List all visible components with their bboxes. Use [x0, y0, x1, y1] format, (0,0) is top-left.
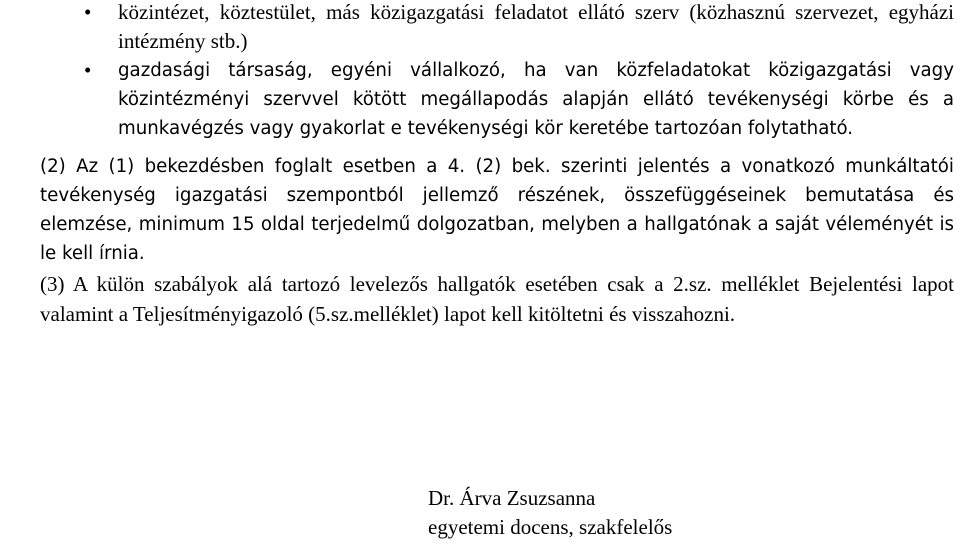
bullet-marker: • — [84, 0, 92, 24]
signature-block — [428, 484, 672, 542]
bullet-text: gazdasági társaság, egyéni vállalkozó, ha van közfeladatokat közigazgatási vagy közintézményi szervvel kötött megállapodás alapján ellátó tevékenységi körbe és a munkavégzés vagy gyakorlat e tevékenységi kör keretébe tartozóan folytatható. — [118, 60, 954, 139]
bullet-list — [0, 0, 960, 143]
bullet-text: közintézet, köztestület, más közigazgatási feladatot ellátó szerv (közhasznú szervezet, egyházi intézmény stb.) — [118, 0, 954, 53]
paragraph-2: (2) Az (1) bekezdésben foglalt esetben a 4. (2) bek. szerinti jelentés a vonatkozó munkáltatói tevékenység igazgatási szempontból jellemző részének, összefüggéseinek bemutatása és elemzése, minimum 15 oldal terjedelmű dolgozatban, melyben a hallgatónak a saját véleményét is le kell írnia. — [40, 156, 954, 264]
signature-name: Dr. Árva Zsuzsanna — [428, 486, 596, 510]
paragraph-3: (3) A külön szabályok alá tartozó levelezős hallgatók esetében csak a 2.sz. melléklet Bejelentési lapot valamint a Teljesítményigazoló (5.sz.melléklet) lapot kell kitöltetni és visszahozni. — [40, 272, 954, 326]
signature-title: egyetemi docens, szakfelelős — [428, 515, 673, 539]
bullet-marker: • — [84, 58, 92, 82]
bullet-item-public-body — [84, 0, 954, 56]
bullet-item-company — [84, 56, 954, 143]
